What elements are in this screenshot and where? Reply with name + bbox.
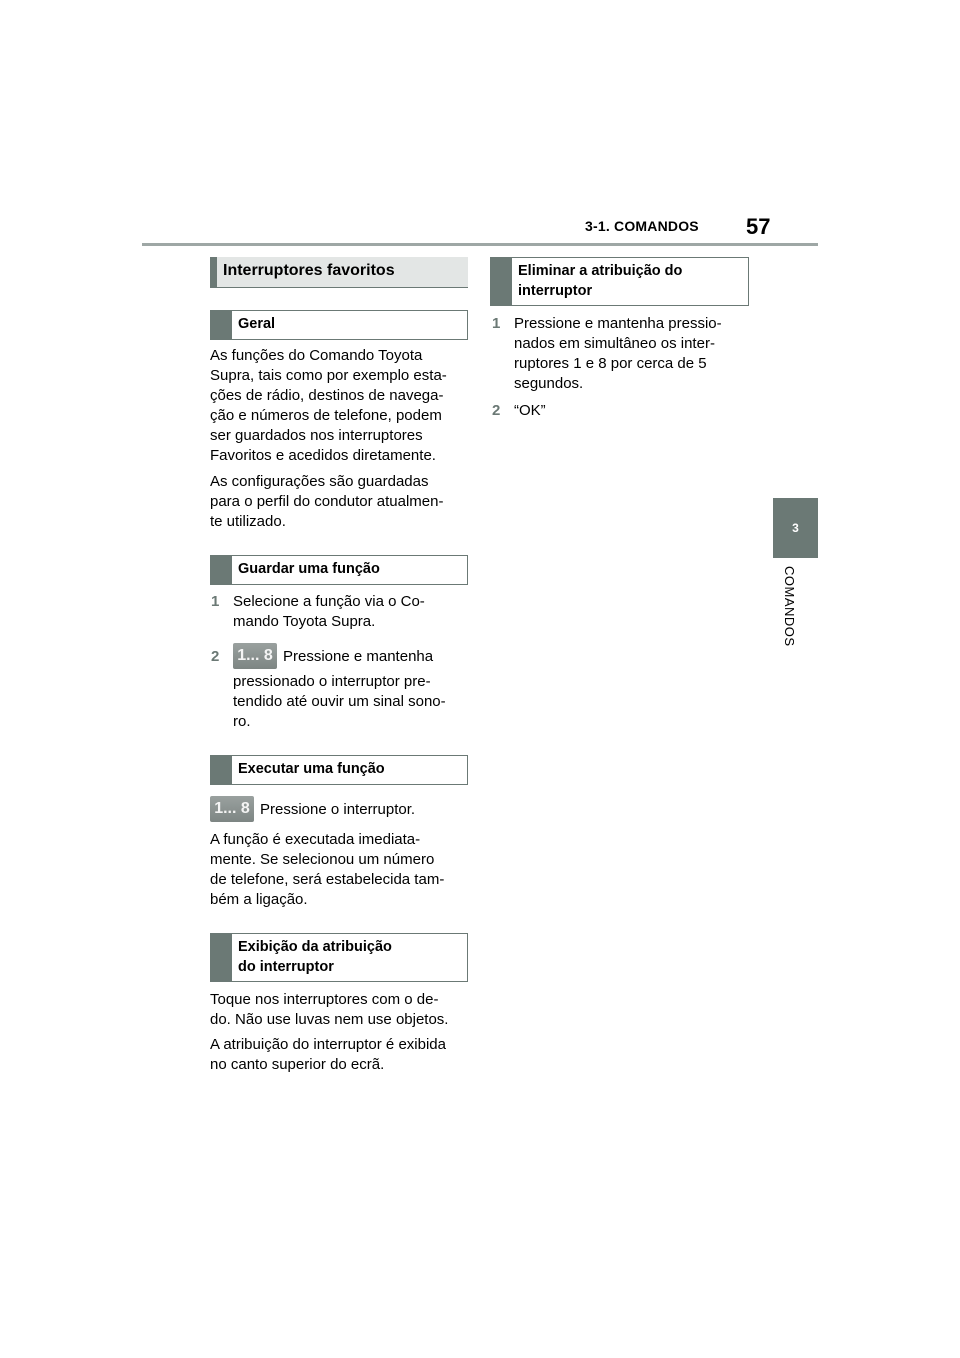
step-number: 2 [492,402,501,419]
subheading-exibicao [210,933,468,982]
chapter-tab: 3 [773,498,818,558]
step-number: 1 [211,593,220,610]
geral-paragraph-1: As funções do Comando Toyota Supra, tais como por exemplo esta- ções de rádio, destinos de navega- ção e números de telefone, podem ser guardados nos interruptores Favoritos e acedidos diretamente. [210,347,447,464]
exibicao-paragraph-1: Toque nos interruptores com o de- do. Não use luvas nem use objetos. [210,991,449,1028]
guardar-step-2-first: Pressione e mantenha [283,648,434,665]
subheading-guardar [210,555,468,585]
favorite-key-icon: 1... 8 [233,643,277,669]
subheading-text: Guardar uma função [238,561,380,577]
step-number: 2 [211,648,220,665]
step-number: 1 [492,315,501,332]
main-heading-text: Interruptores favoritos [223,262,395,279]
chapter-label: COMANDOS [782,566,797,647]
guardar-step-1: Selecione a função via o Co- mando Toyota Supra. [233,593,425,630]
subheading-eliminar [490,257,749,306]
guardar-step-2: pressionado o interruptor pre- tendido até ouvir um sinal sono- ro. [233,673,446,730]
eliminar-step-2: “OK” [514,402,546,419]
executar-paragraph: A função é executada imediata- mente. Se selecionou um número de telefone, será estabelecida tam- bém a ligação. [210,831,445,908]
executar-key-text: Pressione o interruptor. [260,801,416,818]
page-number: 57 [746,214,771,239]
header-divider [142,243,818,246]
section-title: 3-1. COMANDOS [585,218,699,234]
subheading-text: Exibição da atribuição do interruptor [238,939,392,975]
subheading-geral [210,310,468,340]
subheading-text: Eliminar a atribuição do interruptor [518,263,683,299]
exibicao-paragraph-2: A atribuição do interruptor é exibida no canto superior do ecrã. [210,1036,446,1073]
subheading-text: Executar uma função [238,761,385,777]
subheading-executar [210,755,468,785]
main-heading [210,257,468,288]
geral-paragraph-2: As configurações são guardadas para o perfil do condutor atualmen- te utilizado. [210,473,444,530]
favorite-key-icon: 1... 8 [210,796,254,822]
subheading-text: Geral [238,316,276,332]
eliminar-step-1: Pressione e mantenha pressio- nados em simultâneo os inter- ruptores 1 e 8 por cerca de 5 segundos. [514,315,722,392]
